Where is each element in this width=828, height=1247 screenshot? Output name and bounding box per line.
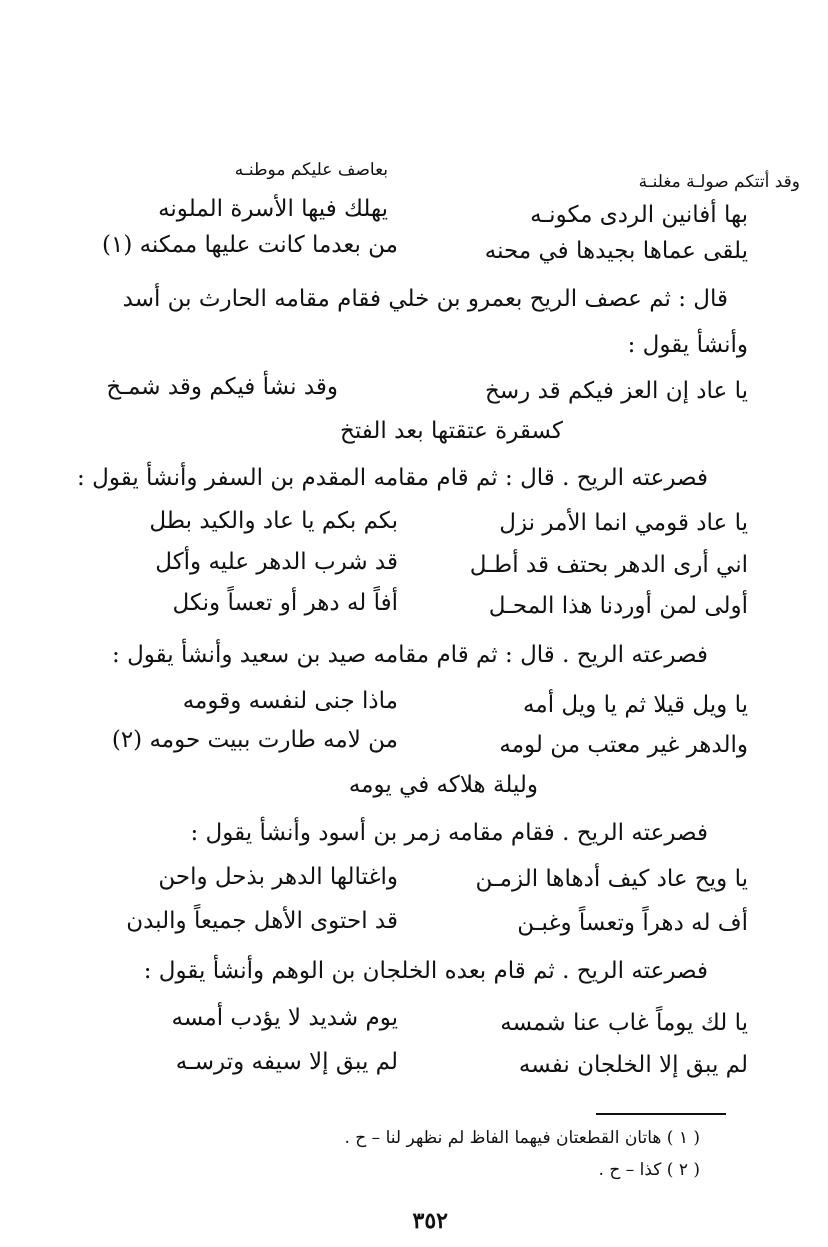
verse-block-4-right: أولى لمن أوردنا هذا المحـل [488,593,748,619]
prose-line-5: فصرعته الريح . ثم قام بعده الخلجان بن الوهم وأنشأ يقول : [143,958,708,984]
verse-block-6-right: والدهر غير معتب من لومه [499,732,748,758]
verse-line-3-right: يلقى عماها بجيدها في محنه [484,238,748,264]
verse-block-10-right: لم يبق إلا الخلجان نفسه [518,1052,748,1078]
verse-block-8-right: أف له دهراً وتعساً وغبـن [517,910,748,936]
page-number: ٣٥٢ [412,1208,448,1234]
verse-block-5-left: ماذا جنى لنفسه وقومه [182,688,398,714]
footnote-2: ( ٢ ) كذا – ح . [598,1160,700,1180]
prose-line-1b: وأنشأ يقول : [627,332,748,358]
verse-block-10-left: لم يبق إلا سيفه وترسـه [175,1049,398,1075]
verse-block-1-left: وقد نشأ فيكم وقد شمـخ [106,374,338,400]
prose-line-1a: قال : ثم عصف الريح بعمرو بن خلي فقام مقامه الحارث بن أسد [122,286,728,312]
verse-block-9-right: يا لك يوماً غاب عنا شمسه [500,1010,748,1036]
verse-block-5-right: يا ويل قيلا ثم يا ويل أمه [523,692,748,718]
verse-block-2-right: يا عاد قومي انما الأمر نزل [499,510,748,536]
prose-line-4: فصرعته الريح . فقام مقامه زمر بن أسود وأنشأ يقول : [190,820,708,846]
prose-line-3: فصرعته الريح . قال : ثم قام مقامه صيد بن سعيد وأنشأ يقول : [112,642,708,668]
verse-block-6-left: من لامه طارت ببيت حومه (٢) [111,727,398,753]
verse-line-3-left: من بعدما كانت عليها ممكنه (١) [101,232,398,258]
verse-line-2-right: بها أفانين الردى مكونـه [530,202,748,228]
prose-line-2: فصرعته الريح . قال : ثم قام مقامه المقدم بن السفر وأنشأ يقول : [77,465,708,491]
verse-block-3-left: قد شرب الدهر عليه وأكل [155,549,398,575]
footnote-1: ( ١ ) هاتان القطعتان فيهما الفاظ لم نظهر لنا – ح . [344,1128,700,1148]
verse-block-7-left: واغتالها الدهر بذحل واحن [158,864,398,890]
verse-block-1-right: يا عاد إن العز فيكم قد رسخ [485,378,748,404]
verse-line-1-left: بعاصف عليكم موطنـه [234,160,388,180]
footnote-divider [596,1113,726,1115]
verse-line-1-right: وقد أتتكم صولـة مغلنـة [638,172,800,192]
verse-block-3-right: اني أرى الدهر بحتف قد أطـل [469,552,748,578]
verse-block-6-cont: وليلة هلاكه في يومه [348,772,538,798]
verse-block-4-left: أفاً له دهر أو تعساً ونكل [172,590,398,616]
verse-block-2-left: بكم بكم يا عاد والكيد بطل [149,508,398,534]
verse-block-7-right: يا ويح عاد كيف أدهاها الزمـن [475,866,748,892]
verse-block-8-left: قد احتوى الأهل جميعاً والبدن [126,908,398,934]
verse-block-1-cont: كسقرة عتقتها بعد الفتخ [339,418,563,444]
verse-line-2-left: يهلك فيها الأسرة الملونه [158,196,388,222]
verse-block-9-left: يوم شديد لا يؤدب أمسه [171,1005,398,1031]
